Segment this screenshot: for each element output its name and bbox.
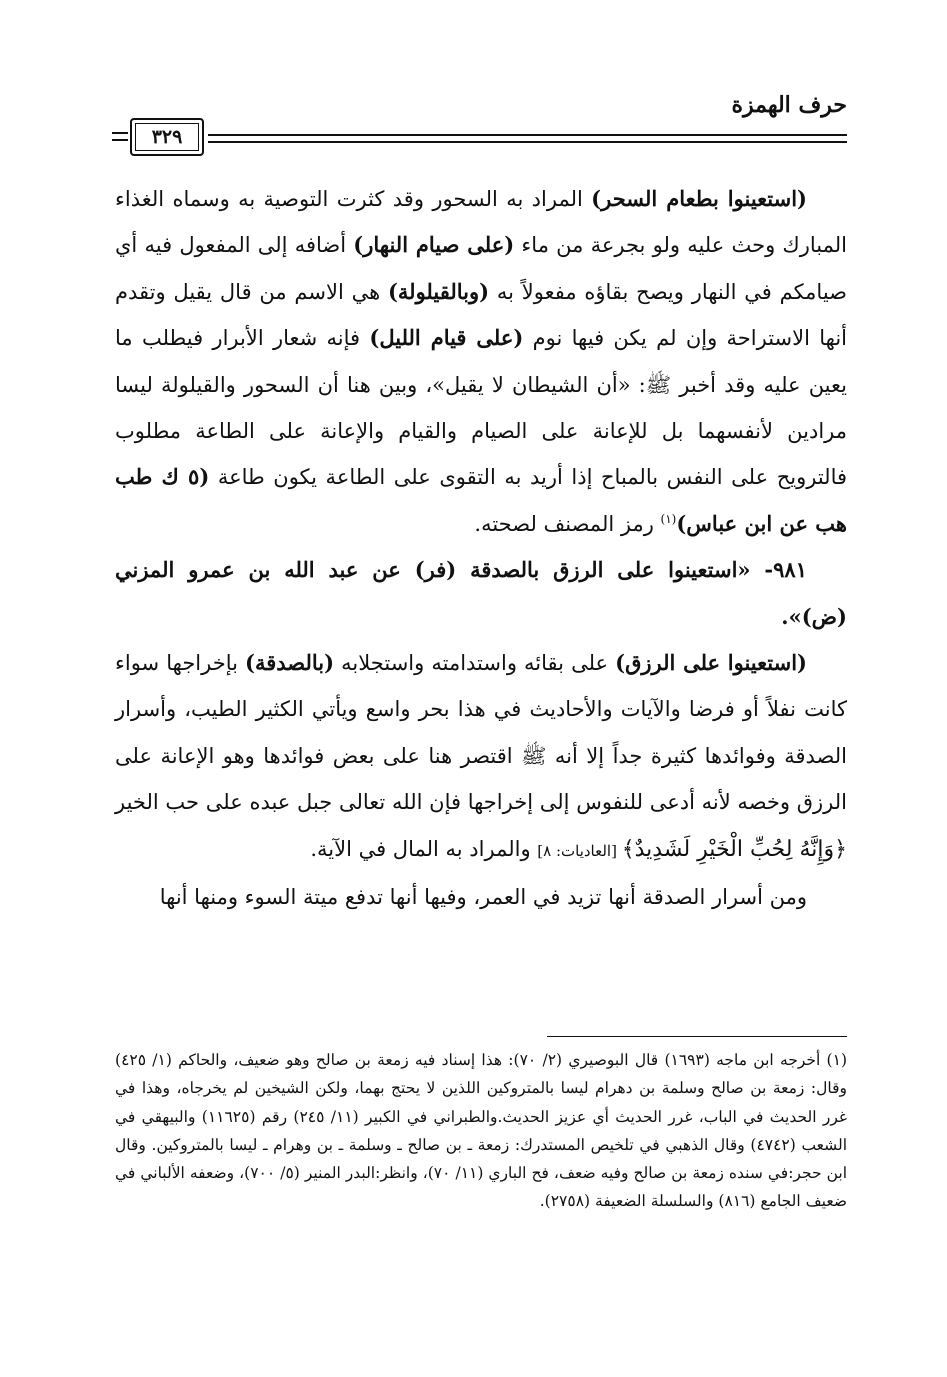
commentary-text: أضافه إلى المفعول فيه أي صيامكم في النهار ويصح بقاؤه مفعولاً به xyxy=(115,233,848,304)
commentary-text: بإخراجها سواء كانت نفلاً أو فرضا والآيات والأحاديث في هذا بحر واسع ويأتي الكثير الطيب، وأسرار الصدقة وفوائدها كثيرة جداً إلا أنه ﷺ اقتصر هنا على بعض فوائدها وهو الإعانة على الرزق وخصه لأنه أدعى للنفوس إلى إخراجها فإن الله تعالى جبل عبده على حب الخير xyxy=(115,651,847,815)
commentary-text: هي الاسم من قال يقيل وتقدم أنها الاستراحة وإن لم يكن فيها نوم xyxy=(115,279,847,351)
matn-phrase: (وبالقيلولة) xyxy=(387,278,490,304)
main-text xyxy=(115,176,847,921)
footnotes xyxy=(115,1046,847,1216)
commentary-text: رمز المصنف لصحته. xyxy=(474,511,661,536)
hadith-entry xyxy=(115,547,847,640)
matn-phrase: (بالصدقة) xyxy=(245,650,335,676)
commentary-text: فإنه شعار الأبرار فيطلب ما يعين عليه وقد أخبر ﷺ: «أن الشيطان لا يقيل»، وبين هنا أن السحور والقيلولة ليسا مرادين لأنفسهما بل للإعانة على الصيام والقيام والإعانة على الطاعة مطلوب فالترويح على النفس بالمباح إذا أريد به التقوى على الطاعة يكون طاعة xyxy=(115,326,848,490)
page-number: ٣٢٩ xyxy=(130,118,204,156)
paragraph-commentary-2 xyxy=(115,640,847,874)
footnote-marker: (١) xyxy=(660,511,677,526)
commentary-text: المراد به السحور وقد كثرت التوصية به وسماه الغذاء المبارك وحث عليه ولو بجرعة من ماء xyxy=(115,187,847,258)
header-rule-end xyxy=(112,132,128,141)
footnote-separator xyxy=(547,1036,847,1037)
hadith-number: ٩٨١- xyxy=(750,557,807,583)
commentary-text: والمراد به المال في الآية. xyxy=(310,836,538,861)
paragraph-commentary-1 xyxy=(115,176,847,547)
hadith-text: «استعينوا على الرزق بالصدقة (فر) عن عبد الله بن عمرو المزني (ض)». xyxy=(115,557,847,629)
verse-reference: [العاديات: ٨] xyxy=(537,841,622,860)
quran-verse: ﴿وَإِنَّهُ لِحُبِّ الْخَيْرِ لَشَدِيدٌ﴾ xyxy=(621,836,847,862)
header-double-rule xyxy=(208,134,847,143)
paragraph-commentary-3: ومن أسرار الصدقة أنها تزيد في العمر، وفيها أنها تدفع ميتة السوء ومنها أنها xyxy=(159,885,807,910)
matn-phrase: (على صيام النهار) xyxy=(353,232,515,258)
matn-phrase: (استعينوا بطعام السحر) xyxy=(591,186,807,211)
footnote-1: (١) أخرجه ابن ماجه (١٦٩٣) قال البوصيري (٢/ ٧٠): هذا إسناد فيه زمعة بن صالح وهو ضعيف، والحاكم (١/ ٤٢٥) وقال: زمعة بن صالح وسلمة بن دهرام ليسا بالمتروكين اللذين لا يحتج بهما، ولكن الشيخين لم يخرجاه، وهذا في غرر الحديث في الباب، غرر الحديث أي عزيز الحديث.والطبراني في الكبير (١١/ ٢٤٥) رقم (١١٦٢٥) والبيهقي في الشعب (٤٧٤٢) وقال الذهبي في تلخيص المستدرك: زمعة ـ بن صالح ـ وسلمة ـ بن وهرام ـ ليسا بالمتروكين. وقال ابن حجر:في سنده زمعة بن صالح وفيه ضعف، فح الباري (١١/ ٧٠)، وانظر:البدر المنير (٥/ ٧٠٠)، وضعفه الألباني في ضعيف الجامع (٨١٦) والسلسلة الضعيفة (٢٧٥٨). xyxy=(115,1051,848,1211)
running-title: حرف الهمزة xyxy=(731,92,847,118)
matn-phrase: (على قيام الليل) xyxy=(369,325,524,351)
source-citation: (٥ ك طب هب عن ابن عباس) xyxy=(115,464,847,536)
commentary-text: على بقائه واستدامته واستجلابه xyxy=(334,651,616,676)
matn-phrase: (استعينوا على الرزق) xyxy=(615,650,807,676)
